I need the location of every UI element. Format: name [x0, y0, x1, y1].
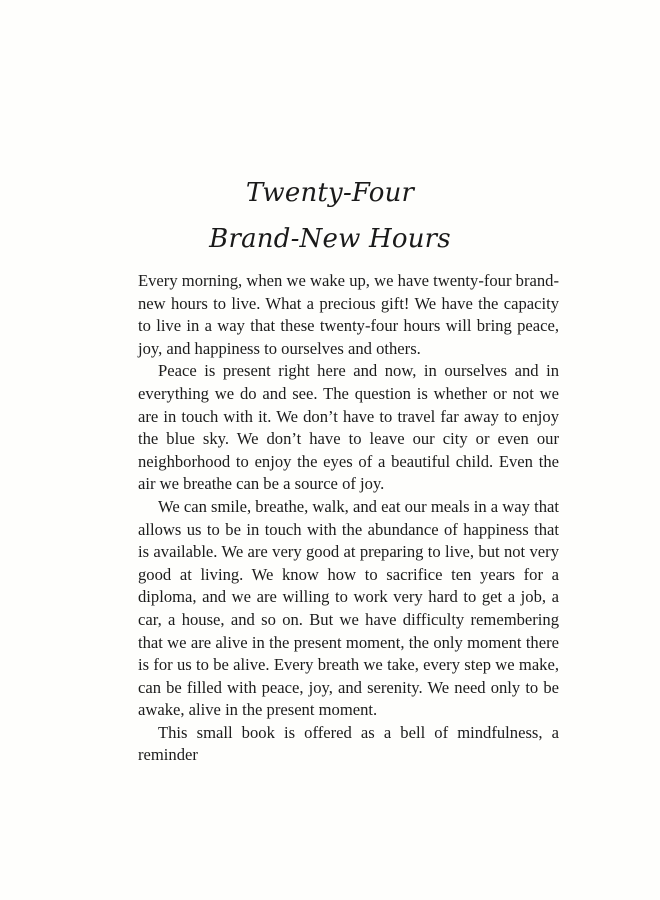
chapter-title [0, 170, 660, 262]
paragraph-2: Peace is present right here and now, in ourselves and in everything we do and see. The question is whether or not we are in touch with it. We don’t have to travel far away to enjoy the blue sky. We don’t have to leave our city or even our neighborhood to enjoy the eyes of a beautiful child. Even the air we breathe can be a source of joy. [138, 361, 559, 494]
paragraph-1: Every morning, when we wake up, we have twenty-four brand-new hours to live. What a precious gift! We have the capacity to live in a way that these twenty-four hours will bring peace, joy, and happiness to ourselves and others. [138, 271, 559, 358]
paragraph-4: This small book is offered as a bell of mindfulness, a reminder [138, 722, 559, 765]
chapter-title-line-1: Twenty-Four [245, 178, 415, 208]
chapter-body [138, 270, 559, 767]
paragraph-3: We can smile, breathe, walk, and eat our meals in a way that allows us to be in touch with the abundance of happiness that is available. We are very good at preparing to live, but not very good at living. We know how to sacrifice ten years for a diploma, and we are willing to work very hard to get a job, a car, a house, and so on. But we have difficulty remembering that we are alive in the present moment, the only moment there is for us to be alive. Every breath we take, every step we make, can be filled with peace, joy, and serenity. We need only to be awake, alive in the present moment. [138, 496, 559, 720]
chapter-title-line-2: Brand-New Hours [209, 224, 451, 254]
